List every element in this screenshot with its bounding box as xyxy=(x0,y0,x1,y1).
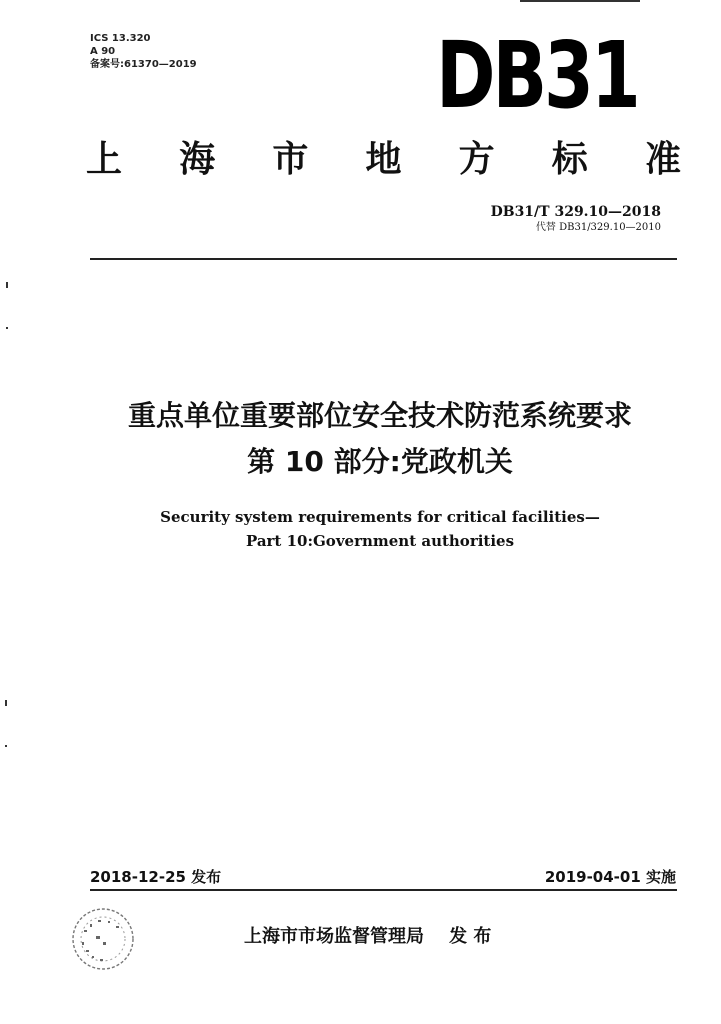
standard-title-char: 方 xyxy=(458,139,495,180)
top-edge-rule xyxy=(520,0,640,2)
footer-divider xyxy=(90,889,677,891)
standard-title-char: 标 xyxy=(551,139,588,180)
document-title-en-line1: Security system requirements for critical facilities— xyxy=(160,508,600,526)
document-title-en-line2: Part 10:Government authorities xyxy=(245,532,515,550)
standard-type-title xyxy=(86,138,681,182)
official-seal-icon xyxy=(70,906,136,972)
classification-code: A 90 xyxy=(90,46,116,57)
ics-code: ICS 13.320 xyxy=(90,33,151,44)
implementation-date: 2019-04-01 实施 xyxy=(544,868,676,886)
document-title-zh-line2: 第 10 部分:党政机关 xyxy=(247,445,513,478)
document-title-zh-line1: 重点单位重要部位安全技术防范系统要求 xyxy=(127,399,632,432)
issue-date: 2018-12-25 发布 xyxy=(90,868,222,886)
standard-code: DB31/T 329.10—2018 xyxy=(490,204,661,220)
standard-title-char: 市 xyxy=(272,139,309,180)
scan-speck xyxy=(6,327,8,329)
standard-title-char: 地 xyxy=(365,139,402,180)
scan-speck xyxy=(5,700,7,706)
scan-speck xyxy=(5,745,7,747)
scan-speck xyxy=(6,282,8,288)
db31-logo: DB31 xyxy=(436,22,638,129)
standard-title-char: 海 xyxy=(179,139,216,180)
standard-title-char: 上 xyxy=(86,139,123,180)
header-divider xyxy=(90,258,677,260)
replaces-code: 代替 DB31/329.10—2010 xyxy=(535,222,661,233)
publisher: 上海市市场监督管理局 发 布 xyxy=(244,926,492,947)
record-number: 备案号:61370—2019 xyxy=(90,59,197,70)
standard-title-char: 准 xyxy=(644,139,681,180)
